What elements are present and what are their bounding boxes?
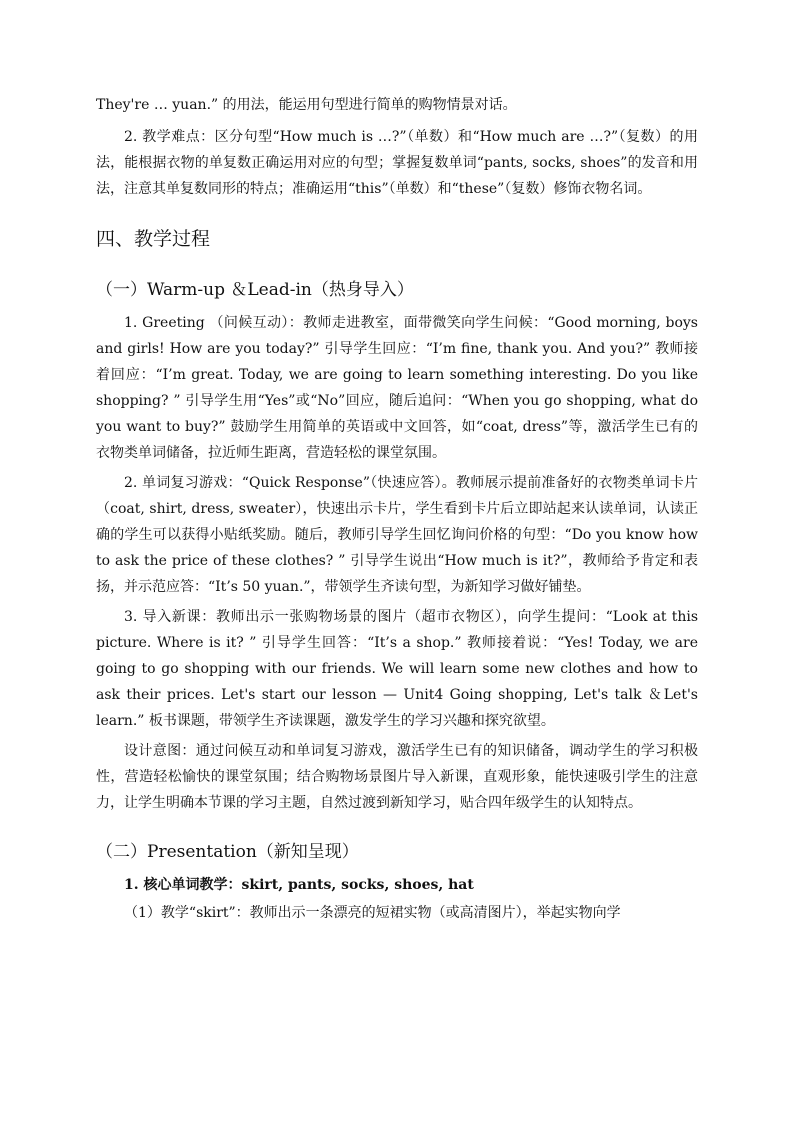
paragraph-intro-continued: They're … yuan.” 的用法，能运用句型进行简单的购物情景对话。 (96, 97, 517, 113)
paragraph-teaching-difficulty: 2. 教学难点：区分句型“How much is …?”（单数）和“How much are …?”（复数）的用法，能根据衣物的单复数正确运用对应的句型；掌握复数单词“pants, socks, shoes”的发音和用法，注意其单复数同形的特点；准确运用“this”（单数）和“these”（复数）修饰衣物名词。 (96, 129, 698, 197)
paragraph-design-intent: 设计意图：通过问候互动和单词复习游戏，激活学生已有的知识储备，调动学生的学习积极性，营造轻松愉快的课堂氛围；结合购物场景图片导入新课，直观形象，能快速吸引学生的注意力，让学生明确本节课的学习主题，自然过渡到新知学习，贴合四年级学生的认知特点。 (96, 743, 698, 811)
paragraph-skirt: （1）教学“skirt”：教师出示一条漂亮的短裙实物（或高清图片），举起实物向学 (124, 905, 621, 921)
heading-presentation: （二）Presentation（新知呈现） (96, 842, 359, 862)
heading-warmup: （一）Warm-up ＆Lead-in（热身导入） (96, 280, 414, 300)
heading-core-vocabulary: 1. 核心单词教学：skirt, pants, socks, shoes, hat (124, 877, 474, 893)
paragraph-greeting: 1. Greeting （问候互动）：教师走进教室，面带微笑向学生问候：“Good morning, boys and girls! How are you today?” 引导学生回应：“I’m fine, thank you. And you?” 教师接着回应：“I’m great. Today, we are going to learn something interesting. Do you like shopping? ” 引导学生用“Yes”或“No”回应，随后追问：“When you go shopping, what do you want to buy?” 鼓励学生用简单的英语或中文回答，如“coat, dress”等，激活学生已有的衣物类单词储备，拉近师生距离，营造轻松的课堂氛围。 (96, 315, 698, 461)
document-page (96, 92, 698, 926)
paragraph-review-game: 2. 单词复习游戏：“Quick Response”（快速应答）。教师展示提前准备好的衣物类单词卡片（coat, shirt, dress, sweater），快速出示卡片，学生看到卡片后立即站起来认读单词，认读正确的学生可以获得小贴纸奖励。随后，教师引导学生回忆询问价格的句型：“Do you know how to ask the price of these clothes? ” 引导学生说出“How much is it?”，教师给予肯定和表扬，并示范应答：“It’s 50 yuan.”，带领学生齐读句型，为新知学习做好铺垫。 (96, 475, 698, 595)
heading-teaching-process: 四、教学过程 (96, 228, 211, 250)
paragraph-lead-in: 3. 导入新课：教师出示一张购物场景的图片（超市衣物区），向学生提问：“Look at this picture. Where is it? ” 引导学生回答：“It’s a shop.” 教师接着说：“Yes! Today, we are going to go shopping with our friends. We will learn some new clothes and how to ask their prices. Let's start our lesson — Unit4 Going shopping, Let's talk ＆Let's learn.” 板书课题，带领学生齐读课题，激发学生的学习兴趣和探究欲望。 (96, 609, 698, 729)
